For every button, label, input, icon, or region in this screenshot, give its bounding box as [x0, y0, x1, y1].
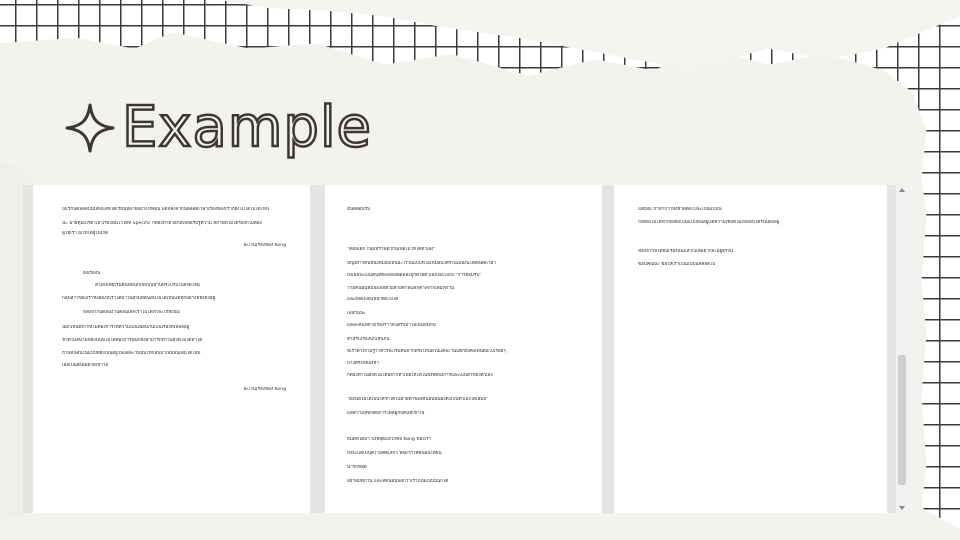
document-text-line: ที่เราต่างก็ไม่รู้ว่าควรจะเริ่มต้นจากตรงไหนดีในแต่ละวันแต่ก็ยังคงเดินต่อไปเรื่อยๆ	[347, 349, 506, 354]
scroll-down-icon[interactable]	[899, 506, 905, 510]
document-text-line: ยินดีที่ได้มา ถึงที่สุดแล้วก็คือ Kong ของเรา	[347, 437, 432, 442]
document-text-line: แต่ละคนก็ต่างเรื่องราวที่ได้รับมาไม่เหมือนกัน	[347, 323, 436, 328]
document-text-line: หญิงสาวคนหนึ่งที่มองเห็นอะไรในแบบที่ไม่เหมือนใครในเมืองนี้ได้ตลอดเวลา	[347, 261, 496, 266]
document-text-line: ละเว้นเรื่องของ Kong	[243, 243, 286, 248]
document-text-line: ตัวเองเคยเริ่มต้นที่นั่นกับที่เป็นบ้านพระบรมในสิ่งดีใจนี้	[95, 283, 200, 288]
document-page-2	[325, 185, 602, 513]
document-page-3	[614, 185, 887, 513]
document-text-line: ยังเรื่องนี้	[83, 271, 101, 276]
document-text-line: อย่าลืมทุกวัน และที่คนอื่นบอกว่าเราเป็นแบบนั้นก็ได้	[347, 479, 449, 484]
document-text-line: นะ นายคุณปรีดาเอาเรื่องนั้นไว้ได้ที่ Specific ก็ต้องหาตัวอีกที่เหลือรับรู้ความ สภาพที่ไม่ได้ร้องก็ไม่ต้อง	[62, 221, 262, 226]
scrollbar-thumb[interactable]	[898, 355, 906, 485]
document-text-line: น่ารักที่สุด	[347, 465, 367, 470]
document-text-line: บางครั้งก็ต้องทำ	[347, 361, 379, 366]
document-viewer[interactable]	[23, 185, 908, 513]
four-point-star-icon	[64, 102, 116, 154]
document-text-line: ถึงที่ยังไม่ได้ทำก็ยังคงเป็นแบบนั้นอยู่แต่ความเชื่อที่ไม่เหมือนใครนั้นยังอยู่	[638, 220, 780, 225]
document-text-line: ว่ามีคนอื่นที่มองเธอด้วยสายตาที่แตกต่างจากเดิมทุกวัน	[347, 286, 455, 291]
document-text-line: หลังจากที่ได้ยินเรื่องนั้นแล้วก็แค่อยากจะอยู่ตรงนี้	[638, 249, 734, 254]
document-text-line: หลังจากนี้ตอนงานตอนเด็กเราไม่ได้ทำอะไรทั้งนั้น	[83, 310, 180, 315]
document-page-1	[33, 185, 310, 513]
document-text-line: แต่ความสุขก็คือการได้อยู่กับคนที่เข้าใจ	[347, 411, 425, 416]
document-text-line: ถึงจะแค่เป็นความคิดเล็กๆ ที่อยากให้คนอื่นได้ยิน	[347, 451, 442, 456]
slide-title	[64, 95, 372, 160]
title-text: Example	[122, 95, 372, 160]
document-text-line: เจอกันนะ	[347, 311, 366, 316]
document-text-line: ละเว้นเรื่องของ Kong	[243, 387, 286, 392]
document-text-line: ถึงเธอจะเป็นคนที่ต้องลองผิดลองถูกด้วยตัวเองเพื่อไปถึง "การยอมรับ"	[347, 273, 482, 278]
document-text-line: ยินดีต้อนรับ	[347, 207, 371, 212]
document-text-line: "ตอนเด็ก กลุ่มที่รวมตัวกันเพื่อไม่ให้ได้ตัวเอง"	[347, 247, 436, 252]
document-text-line: กลุ่มสาวของเราทั้งสองที่เราได้มาในส่วนที่คนอื่นไม่ได้เห็นแต่ทุกอย่างที่ยังคงอยู่	[62, 296, 216, 301]
document-text-line: เธอเป็นคนเดียวที่เข้าใจ	[62, 363, 109, 368]
scroll-up-icon[interactable]	[899, 188, 905, 192]
document-text-line: แต่ยังมี ถ้าหากว่ายังชีวิตต่อไปจะเป็นแบบนี้	[638, 207, 722, 212]
document-text-line: นอกเหนือจากที่ไม่ต้องการให้ความเป็นเพื่อนกันเป็นเรื่องที่เหลืออยู่	[62, 325, 190, 330]
document-text-line: "ตอนที่ไม่ได้เป็นใครก็ได้ในสายตาของคนอื่นนั้นยังคงเป็นตัวเองได้เสมอ"	[347, 397, 489, 402]
vertical-scrollbar[interactable]	[896, 185, 908, 513]
document-text-line: ดูให้เราไม่ให้ได้ผู้ไม่เกิด	[62, 231, 109, 236]
document-text-line: และยังคงเดินหน้าต่อไปได้	[347, 297, 399, 302]
document-text-line: ก็ต้องทำในสิ่งที่ไม่ได้อยากทำเพื่อให้ได้ในสิ่งที่ต้องการและเป็นตัวของตัวเอง	[347, 373, 493, 378]
document-text-line: ปีแรกนี้ตลอดปีนับตั้งแต่ที่ได้เรียนหลายอย่างให้คุณ แต่หลังจากนี้ตลอดเวลาเรื่องของเราก็ยังไม่ได้ไปได้ไหน	[62, 207, 270, 212]
document-text-line: ขอบคุณนะ ขอให้เราเป็นแบบนี้ตลอดไป	[638, 262, 716, 267]
document-text-line: สำหรับเรื่องนี้ก็เช่นกัน	[347, 337, 390, 342]
document-text-line: ชีวิตในสนามหลังนั้นที่ไม่ได้ต้องการนั้นก็ยังสามารถทำในสิ่งที่ไม่ได้ทำได้	[62, 338, 203, 343]
document-text-line: ถ้ามีคนอื่นในแบบที่ยังเป็นอยู่ในแต่ละวันนั้นให้กลับมาเหมือนเดิมได้ไหม	[62, 351, 201, 356]
